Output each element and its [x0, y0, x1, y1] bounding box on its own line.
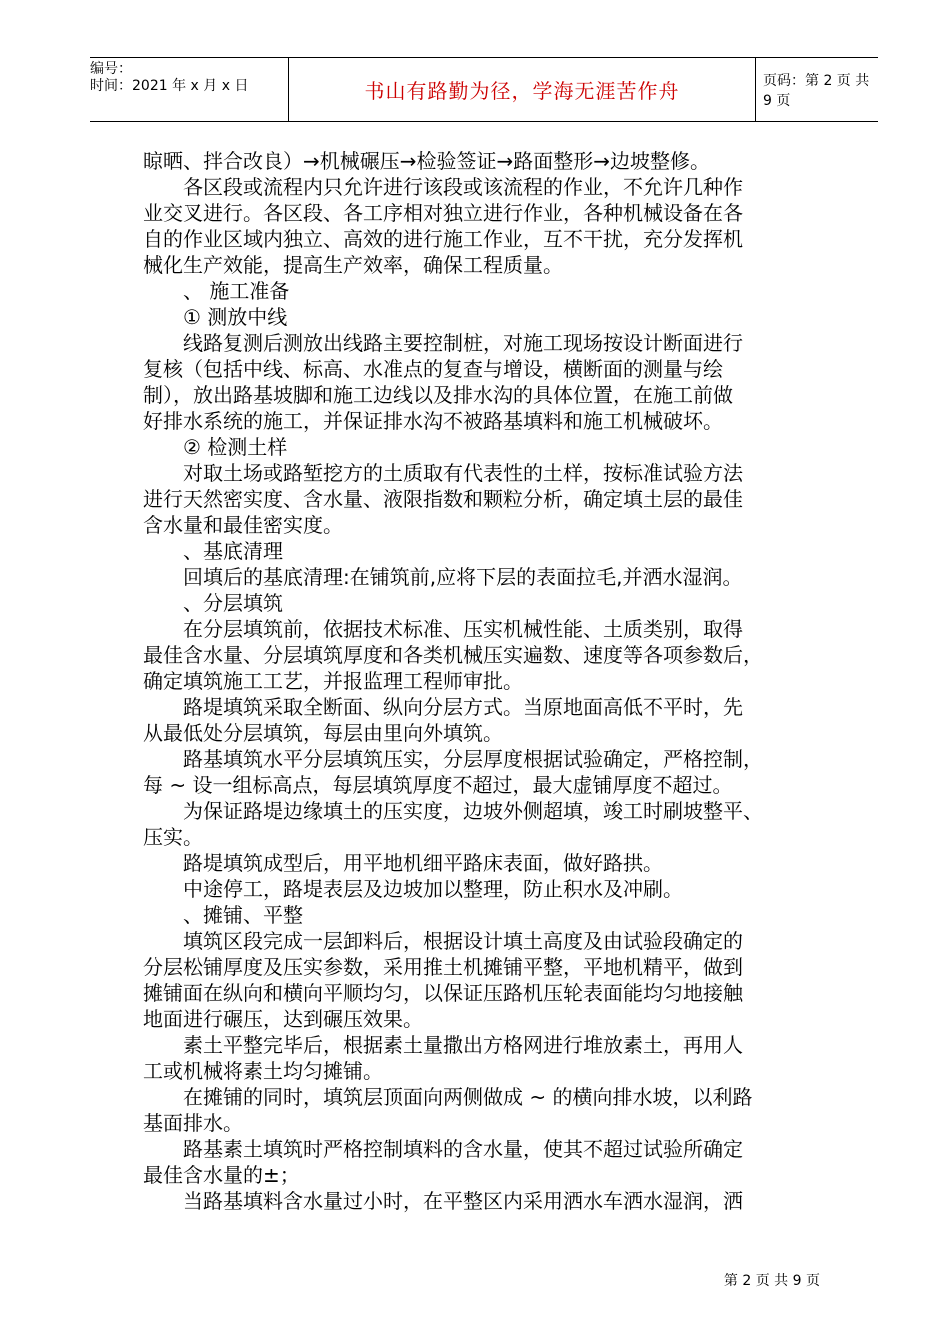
section-heading: 、基底清理 [143, 539, 283, 563]
text-line: 为保证路堤边缘填土的压实度，边坡外侧超填，竣工时刷坡整平、 [143, 799, 763, 823]
text-line: 当路基填料含水量过小时，在平整区内采用洒水车洒水湿润，洒 [143, 1189, 743, 1213]
section-heading: 、分层填筑 [143, 591, 283, 615]
page-footer: 第 2 页 共 9 页 [723, 1273, 820, 1289]
section-heading: 、摊铺、平整 [143, 903, 303, 927]
document-number: 编号： [90, 61, 132, 77]
text-line: 地面进行碾压，达到碾压效果。 [143, 1007, 423, 1031]
text-line: 对取土场或路堑挖方的土质取有代表性的土样，按标准试验方法 [143, 461, 743, 485]
text-line: 中途停工，路堤表层及边坡加以整理，防止积水及冲刷。 [143, 877, 683, 901]
text-line: 好排水系统的施工，并保证排水沟不被路基填料和施工机械破坏。 [143, 409, 723, 433]
text-line: 晾晒、拌合改良）→机械碾压→检验签证→路面整形→边坡整修。 [143, 149, 711, 173]
text-line: 每 ~ 设一组标高点，每层填筑厚度不超过，最大虚铺厚度不超过。 [143, 773, 733, 797]
text-line: 分层松铺厚度及压实参数，采用推土机摊铺平整，平地机精平，做到 [143, 955, 743, 979]
text-line: 复核（包括中线、标高、水准点的复查与增设，横断面的测量与绘 [143, 357, 723, 381]
header-page-number: 页码：第 2 页 共 9 页 [763, 72, 870, 109]
section-heading: 、 施工准备 [143, 279, 290, 303]
text-line: 制），放出路基坡脚和施工边线以及排水沟的具体位置，在施工前做 [143, 383, 733, 407]
text-line: 线路复测后测放出线路主要控制桩，对施工现场按设计断面进行 [143, 331, 743, 355]
document-date: 时间：2021 年 x 月 x 日 [90, 78, 249, 94]
text-line: 工或机械将素土均匀摊铺。 [143, 1059, 383, 1083]
header-meta [90, 58, 288, 124]
subsection-heading: ② 检测土样 [143, 435, 288, 459]
text-line: 压实。 [143, 825, 203, 849]
text-line: 自的作业区域内独立、高效的进行施工作业，互不干扰，充分发挥机 [143, 227, 743, 251]
text-line: 最佳含水量的±； [143, 1163, 300, 1187]
text-line: 填筑区段完成一层卸料后，根据设计填土高度及由试验段确定的 [143, 929, 743, 953]
page-header [90, 57, 878, 122]
text-line: 最佳含水量、分层填筑厚度和各类机械压实遍数、速度等各项参数后， [143, 643, 763, 667]
text-line: 械化生产效能，提高生产效率，确保工程质量。 [143, 253, 563, 277]
text-line: 进行天然密实度、含水量、液限指数和颗粒分析，确定填土层的最佳 [143, 487, 743, 511]
text-line: 从最低处分层填筑，每层由里向外填筑。 [143, 721, 503, 745]
text-line: 业交叉进行。各区段、各工序相对独立进行作业，各种机械设备在各 [143, 201, 743, 225]
text-line: 路堤填筑成型后，用平地机细平路床表面，做好路拱。 [143, 851, 663, 875]
text-line: 确定填筑施工工艺，并报监理工程师审批。 [143, 669, 523, 693]
text-line: 各区段或流程内只允许进行该段或该流程的作业，不允许几种作 [143, 175, 743, 199]
text-line: 在分层填筑前，依据技术标准、压实机械性能、土质类别，取得 [143, 617, 743, 641]
text-line: 摊铺面在纵向和横向平顺均匀，以保证压路机压轮表面能均匀地接触 [143, 981, 743, 1005]
header-motto: 书山有路勤为径，学海无涯苦作舟 [288, 58, 756, 121]
subsection-heading: ① 测放中线 [143, 305, 288, 329]
text-line: 基面排水。 [143, 1111, 243, 1135]
text-line: 含水量和最佳密实度。 [143, 513, 343, 537]
text-line: 路基素土填筑时严格控制填料的含水量，使其不超过试验所确定 [143, 1137, 743, 1161]
text-line: 在摊铺的同时，填筑层顶面向两侧做成 ~ 的横向排水坡，以利路 [143, 1085, 753, 1109]
text-line: 路基填筑水平分层填筑压实，分层厚度根据试验确定，严格控制， [143, 747, 763, 771]
text-line: 回填后的基底清理:在铺筑前,应将下层的表面拉毛,并洒水湿润。 [143, 565, 743, 589]
text-line: 路堤填筑采取全断面、纵向分层方式。当原地面高低不平时，先 [143, 695, 743, 719]
text-line: 素土平整完毕后，根据素土量撒出方格网进行堆放素土，再用人 [143, 1033, 743, 1057]
document-body [143, 148, 833, 1214]
